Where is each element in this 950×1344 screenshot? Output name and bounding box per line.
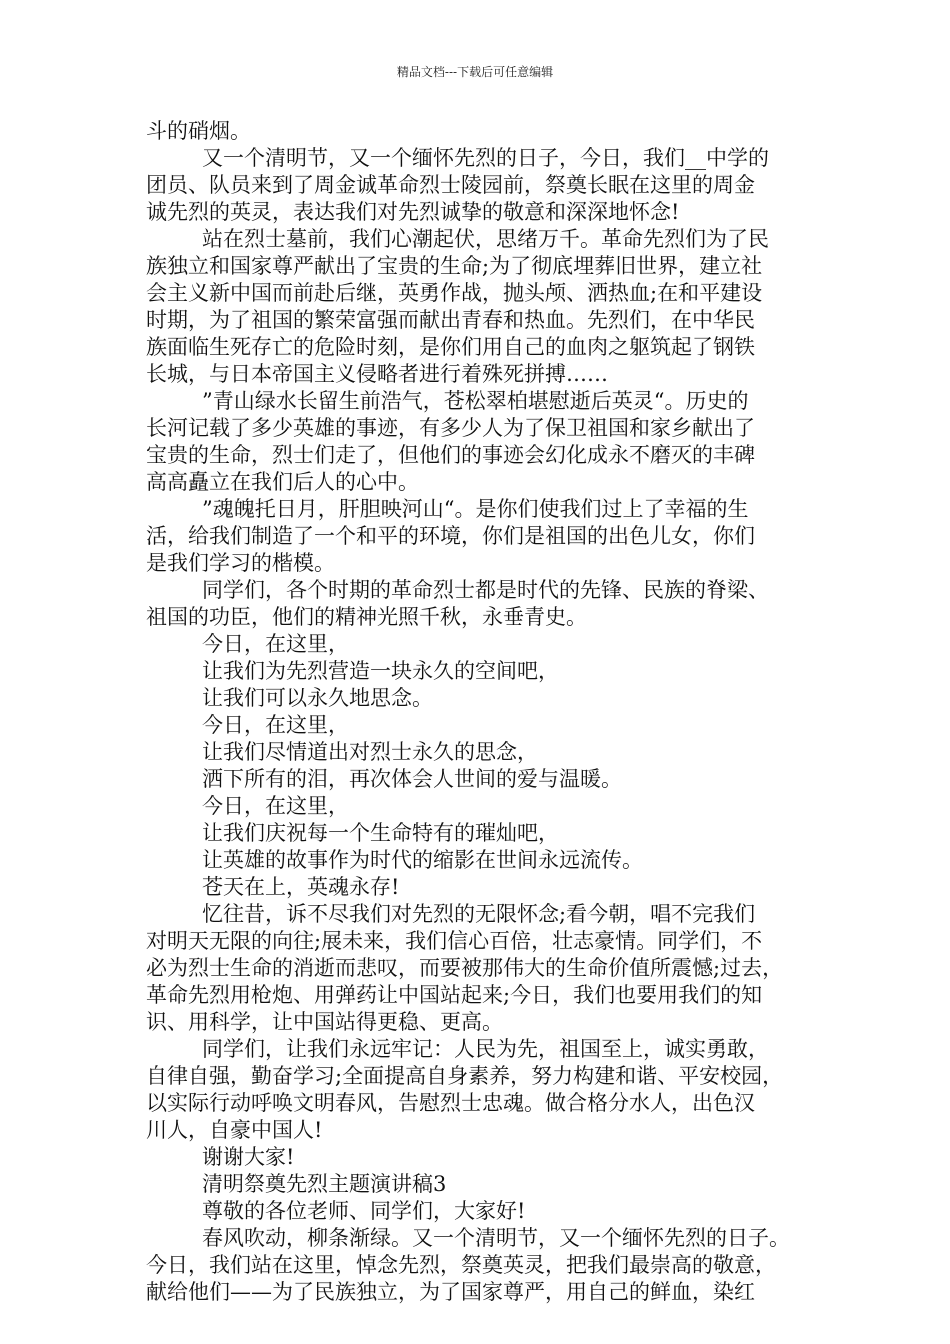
text-line: 时期，为了祖国的繁荣富强而献出青春和热血。先烈们，在中华民 <box>146 308 755 332</box>
text-line: 长城，与日本帝国主义侵略者进行着殊死拼搏…… <box>146 362 608 386</box>
document-body <box>146 118 826 1306</box>
text-line: 让英雄的故事作为时代的缩影在世间永远流传。 <box>202 848 643 872</box>
text-line: 今日，在这里， <box>202 632 349 656</box>
text-line: 诚先烈的英灵，表达我们对先烈诚挚的敬意和深深地怀念! <box>146 200 680 224</box>
text-line: 忆往昔，诉不尽我们对先烈的无限怀念;看今朝，唱不完我们 <box>202 902 756 926</box>
text-line: ”青山绿水长留生前浩气，苍松翠柏堪慰逝后英灵“。历史的 <box>202 389 749 413</box>
text-line: 站在烈士墓前，我们心潮起伏，思绪万千。革命先烈们为了民 <box>202 227 769 251</box>
text-line: 高高矗立在我们后人的心中。 <box>146 470 419 494</box>
text-line: 献给他们——为了民族独立，为了国家尊严，用自己的鲜血，染红 <box>146 1280 755 1304</box>
text-line: 今日，在这里， <box>202 794 349 818</box>
text-line: 同学们，让我们永远牢记：人民为先，祖国至上，诚实勇敢， <box>202 1037 769 1061</box>
text-line: 长河记载了多少英雄的事迹，有多少人为了保卫祖国和家乡献出了 <box>146 416 755 440</box>
text-line: 对明天无限的向往;展未来，我们信心百倍，壮志豪情。同学们，不 <box>146 929 763 953</box>
text-line: 必为烈士生命的消逝而悲叹，而要被那伟大的生命价值所震憾;过去， <box>146 956 784 980</box>
text-line: 今日，在这里， <box>202 713 349 737</box>
text-line: 清明祭奠先烈主题演讲稿3 <box>202 1172 447 1196</box>
text-line: 斗的硝烟。 <box>146 119 251 143</box>
text-line: 族面临生死存亡的危险时刻，是你们用自己的血肉之躯筑起了钢铁 <box>146 335 755 359</box>
text-line: 革命先烈用枪炮、用弹药让中国站起来;今日，我们也要用我们的知 <box>146 983 763 1007</box>
text-line: 又一个清明节，又一个缅怀先烈的日子，今日，我们__中学的 <box>202 146 769 170</box>
text-line: 苍天在上，英魂永存! <box>202 875 400 899</box>
text-line: 祖国的功臣，他们的精神光照千秋，永垂青史。 <box>146 605 587 629</box>
text-line: 同学们，各个时期的革命烈士都是时代的先锋、民族的脊梁、 <box>202 578 769 602</box>
text-line: 让我们可以永久地思念。 <box>202 686 433 710</box>
text-line: 让我们庆祝每一个生命特有的璀灿吧， <box>202 821 559 845</box>
text-line: 以实际行动呼唤文明春风，告慰烈士忠魂。做合格分水人，出色汉 <box>146 1091 755 1115</box>
text-line: 活，给我们制造了一个和平的环境，你们是祖国的出色儿女，你们 <box>146 524 755 548</box>
text-line: 识、用科学，让中国站得更稳、更高。 <box>146 1010 503 1034</box>
text-line: 尊敬的各位老师、同学们，大家好! <box>202 1199 526 1223</box>
text-line: 川人，自豪中国人! <box>146 1118 323 1142</box>
text-line: 今日，我们站在这里，悼念先烈，祭奠英灵，把我们最崇高的敬意， <box>146 1253 776 1277</box>
text-line: 洒下所有的泪，再次体会人世间的爱与温暖。 <box>202 767 622 791</box>
text-line: 宝贵的生命，烈士们走了，但他们的事迹会幻化成永不磨灭的丰碑 <box>146 443 755 467</box>
text-line: 谢谢大家! <box>202 1145 295 1169</box>
text-line: ”魂魄托日月，肝胆映河山“。是你们使我们过上了幸福的生 <box>202 497 749 521</box>
text-line: 春风吹动，柳条渐绿。又一个清明节，又一个缅怀先烈的日子。 <box>202 1226 790 1250</box>
text-line: 团员、队员来到了周金诚革命烈士陵园前，祭奠长眠在这里的周金 <box>146 173 755 197</box>
text-line: 是我们学习的楷模。 <box>146 551 335 575</box>
text-line: 让我们为先烈营造一块永久的空间吧， <box>202 659 559 683</box>
page-header: 精品文档---下载后可任意编辑 <box>396 65 554 79</box>
text-line: 会主义新中国而前赴后继，英勇作战，抛头颅、洒热血;在和平建设 <box>146 281 763 305</box>
text-line: 自律自强，勤奋学习;全面提高自身素养，努力构建和谐、平安校园， <box>146 1064 784 1088</box>
text-line: 让我们尽情道出对烈士永久的思念， <box>202 740 538 764</box>
text-line: 族独立和国家尊严献出了宝贵的生命;为了彻底埋葬旧世界，建立社 <box>146 254 763 278</box>
